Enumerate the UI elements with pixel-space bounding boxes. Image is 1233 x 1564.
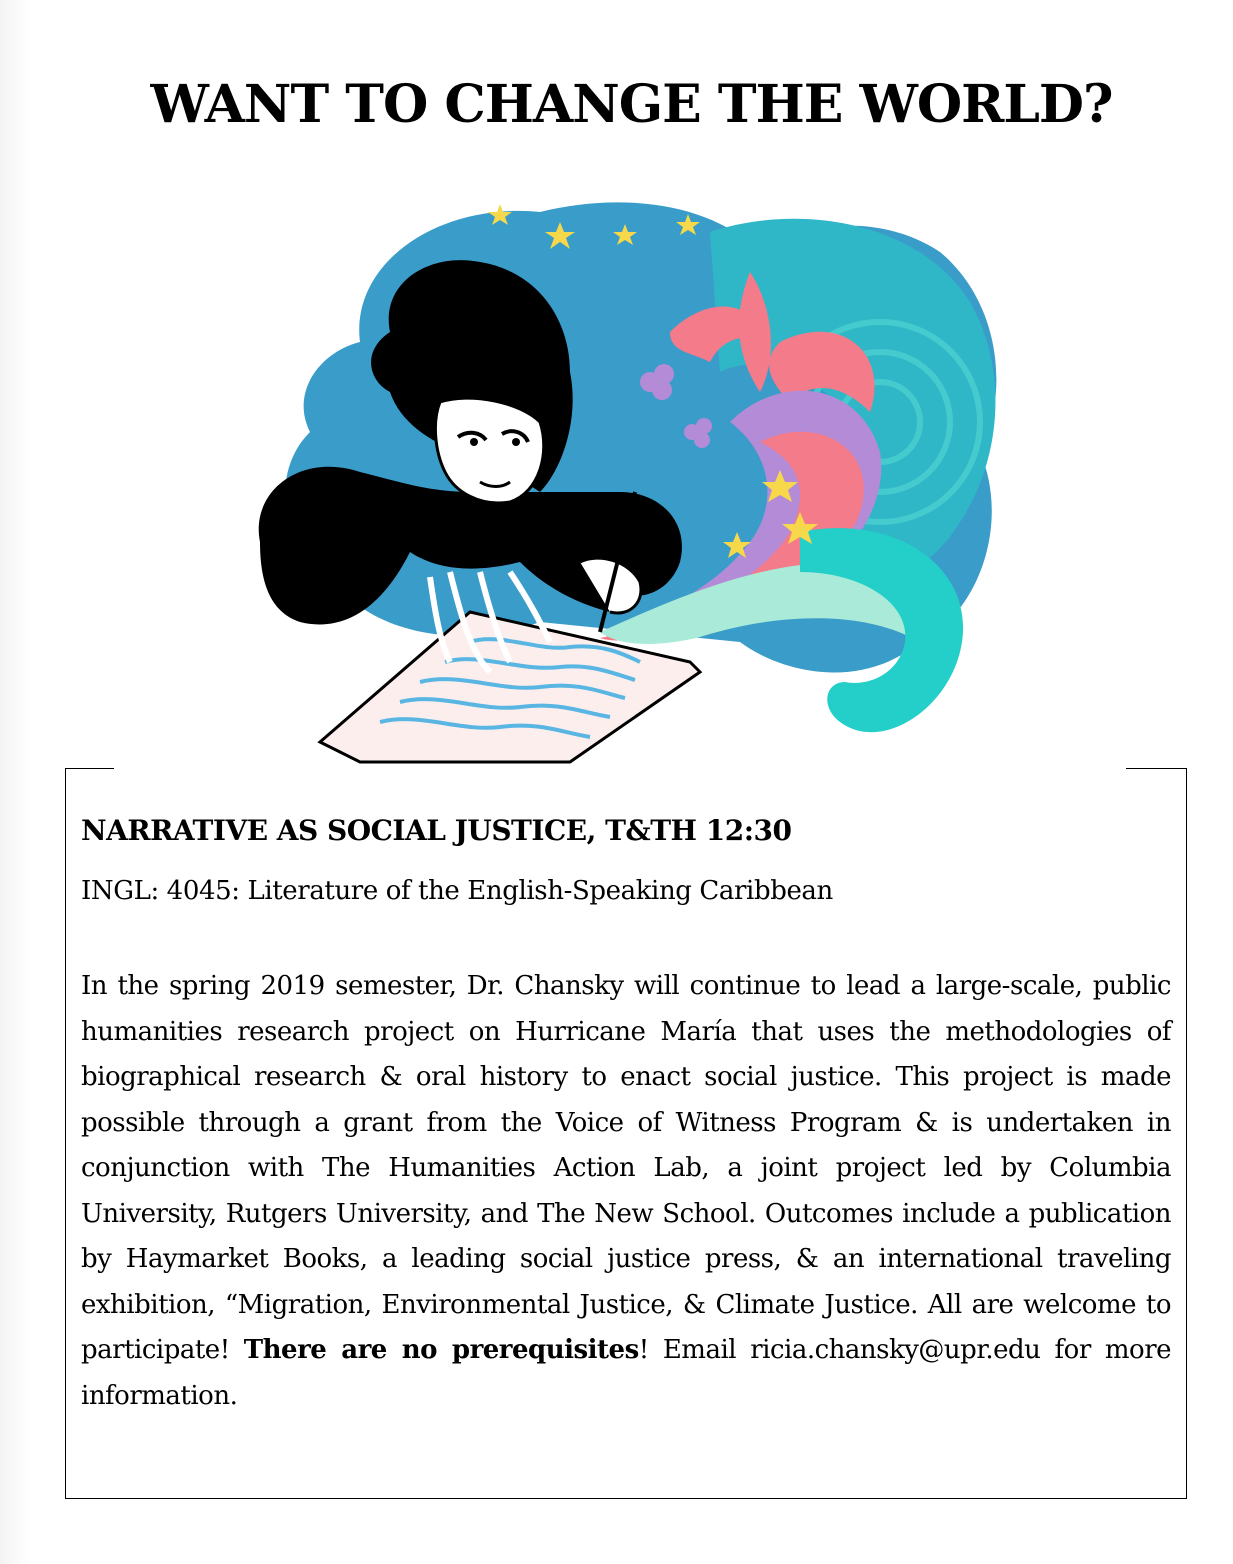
contact-email-line: Email ricia.chansky@upr.edu for more information. [81,1335,1172,1411]
course-title: NARRATIVE AS SOCIAL JUSTICE, T&TH 12:30 [81,814,792,847]
headline: WANT TO CHANGE THE WORLD? [150,74,1113,135]
description-exclamation: ! [638,1335,649,1365]
no-prerequisites-note: There are no prerequisites [243,1335,639,1365]
girl-writing-illustration-icon [240,192,1010,772]
box-top-right-border [1126,768,1186,769]
course-info-box [65,768,1187,1499]
course-code: INGL: 4045: Literature of the English-Speaking Caribbean [81,876,833,906]
page-edge [0,0,30,1564]
box-top-left-border [66,768,114,769]
course-description [81,964,1171,1419]
description-main: In the spring 2019 semester, Dr. Chansky will continue to lead a large-scale, public humanities research project on Hurricane María that uses the methodologies of biographical research & oral history to enact social justice. This project is made possible through a grant from the Voice of Witness Program & is undertaken in conjunction with The Humanities Action Lab, a joint project led by Columbia University, Rutgers University, and The New School. Outcomes include a publication by Haymarket Books, a leading social justice press, & an international traveling exhibition, “Migration, Environmental Justice, & Climate Justice. All are welcome to participate! [81,971,1171,1365]
